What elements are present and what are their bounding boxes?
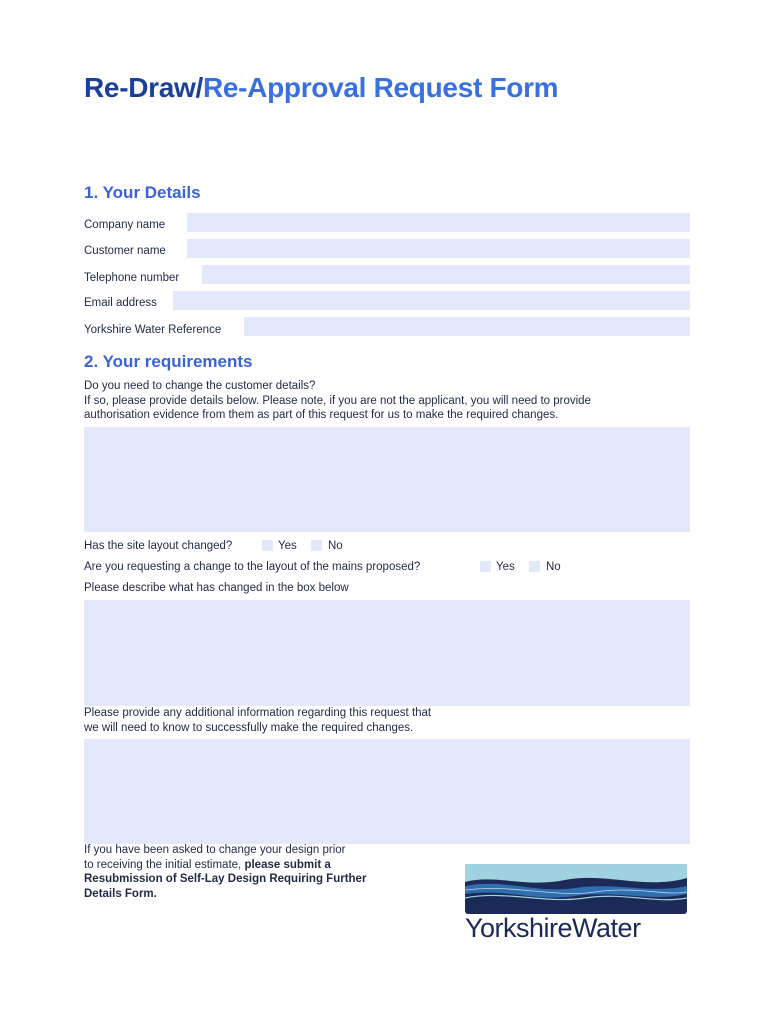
site-layout-question: Has the site layout changed? (84, 540, 233, 552)
reference-input[interactable] (244, 317, 690, 336)
note-line1: If you have been asked to change your design prior (84, 844, 346, 856)
company-name-input[interactable] (187, 213, 690, 232)
title-part-redraw: Re-Draw/ (84, 72, 203, 103)
section-your-details-heading: 1. Your Details (84, 183, 201, 202)
site-layout-no-label: No (328, 540, 343, 552)
describe-changes-textarea[interactable] (84, 600, 690, 706)
customer-details-line3: authorisation evidence from them as part of this request for us to make the required changes. (84, 409, 559, 421)
email-label: Email address (84, 297, 157, 309)
mains-layout-no-label: No (546, 561, 561, 573)
additional-info-label (84, 706, 431, 735)
customer-details-textarea[interactable] (84, 427, 690, 532)
note-line2: to receiving the initial estimate, (84, 858, 242, 871)
telephone-input[interactable] (202, 265, 690, 284)
note-bold1: please submit a (244, 858, 331, 871)
email-input[interactable] (173, 291, 690, 310)
site-layout-yes-checkbox[interactable] (262, 540, 273, 551)
title-part-reapproval: Re-Approval Request Form (202, 72, 559, 103)
note-bold2: Resubmission of Self-Lay Design Requiring Further (84, 873, 367, 885)
site-layout-no-checkbox[interactable] (311, 540, 322, 551)
site-layout-yes-label: Yes (278, 540, 297, 552)
form-title (84, 72, 558, 104)
additional-info-line1: Please provide any additional information regarding this request that (84, 707, 432, 719)
resubmission-note (84, 843, 404, 901)
mains-layout-no-checkbox[interactable] (529, 561, 540, 572)
customer-details-line1: Do you need to change the customer details? (84, 380, 316, 392)
telephone-label: Telephone number (84, 272, 180, 284)
yorkshire-water-logo-text: YorkshireWater (465, 913, 641, 943)
mains-layout-yes-label: Yes (496, 561, 515, 573)
describe-changes-label: Please describe what has changed in the box below (84, 582, 349, 594)
customer-details-question (84, 379, 591, 423)
mains-layout-yes-checkbox[interactable] (480, 561, 491, 572)
customer-name-label: Customer name (84, 245, 166, 257)
customer-name-input[interactable] (187, 239, 690, 258)
additional-info-line2: we will need to know to successfully make the required changes. (84, 721, 414, 734)
company-name-label: Company name (84, 219, 166, 231)
section-requirements-heading: 2. Your requirements (84, 352, 253, 371)
customer-details-line2: If so, please provide details below. Please note, if you are not the applicant, you will need to provide (84, 394, 591, 407)
reference-label: Yorkshire Water Reference (84, 324, 222, 336)
additional-info-textarea[interactable] (84, 739, 690, 844)
mains-layout-question: Are you requesting a change to the layout of the mains proposed? (84, 561, 421, 573)
yorkshire-water-logo-icon (465, 864, 687, 914)
note-bold3: Details Form. (84, 887, 157, 900)
